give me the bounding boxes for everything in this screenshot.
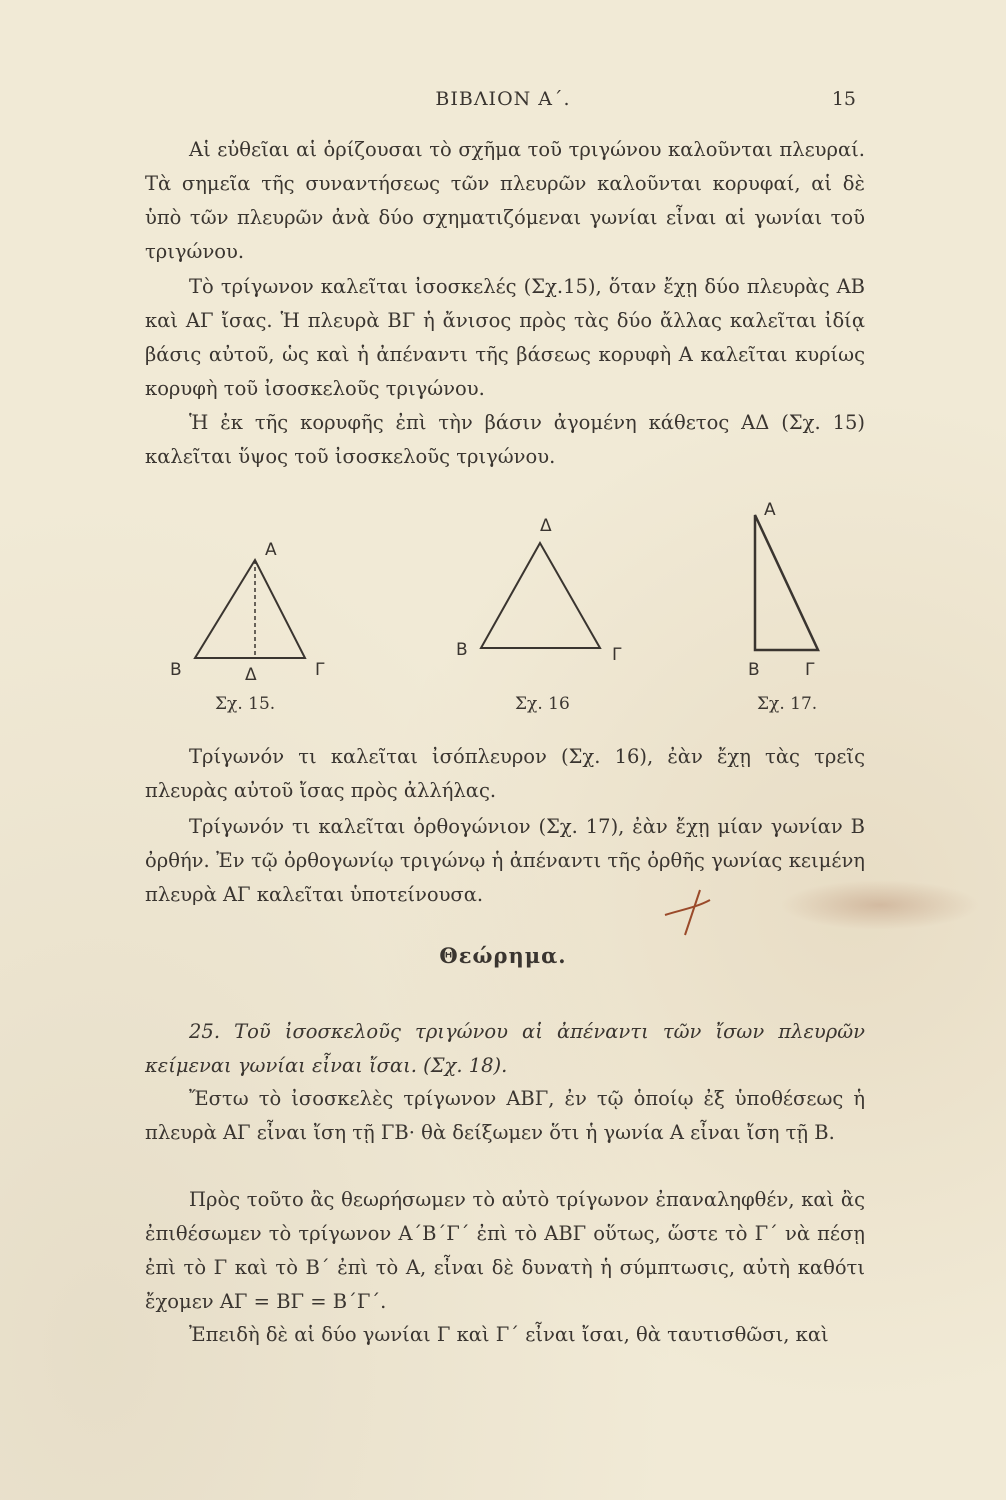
fig15-label-g: Γ: [315, 660, 325, 680]
paragraph-triangle-sides: Αἱ εὐθεῖαι αἱ ὁρίζουσαι τὸ σχῆμα τοῦ τριγώνου καλοῦνται πλευραί. Τὰ σημεῖα τῆς συναντήσεως τῶν πλευρῶν καλοῦνται κορυφαί, αἱ δὲ ὑπὸ τῶν πλευρῶν ἀνὰ δύο σχηματιζόμεναι γωνίαι εἶναι αἱ γωνίαι τοῦ τριγώνου.: [145, 138, 865, 263]
fig15-label-a: Α: [265, 540, 277, 560]
paper-stain: [780, 880, 980, 930]
fig16-label-top: Δ: [540, 516, 552, 536]
figure-15-drawing: [190, 555, 310, 665]
paragraph-equilateral: Τρίγωνόν τι καλεῖται ἰσόπλευρον (Σχ. 16), ἐὰν ἔχῃ τὰς τρεῖς πλευρὰς αὐτοῦ ἴσας πρὸς ἀλλήλας.: [145, 745, 865, 802]
fig17-label-a: Α: [764, 500, 776, 520]
figure-16-caption: Σχ. 16: [515, 694, 570, 714]
handwritten-mark: [655, 880, 725, 944]
paragraph-altitude: Ἡ ἐκ τῆς κορυφῆς ἐπὶ τὴν βάσιν ἀγομένη κάθετος ΑΔ (Σχ. 15) καλεῖται ὕψος τοῦ ἰσοσκελοῦς τριγώνου.: [145, 411, 865, 468]
fig17-label-g: Γ: [805, 660, 815, 680]
running-header: ΒΙΒΛΙΟΝ Α΄.: [435, 88, 571, 110]
figure-16-drawing: [478, 540, 608, 655]
paragraph-proof-superposition: Πρὸς τοῦτο ἂς θεωρήσωμεν τὸ αὐτὸ τρίγωνον ἐπαναληφθέν, καὶ ἂς ἐπιθέσωμεν τὸ τρίγωνον Α΄Β΄Γ΄ ἐπὶ τὸ ΑΒΓ οὕτως, ὥστε τὸ Γ΄ νὰ πέσῃ ἐπὶ τὸ Γ καὶ τὸ Β΄ ἐπὶ τὸ Α, εἶναι δὲ δυνατὴ ἡ σύμπτωσις, αὐτὴ καθότι ἔχομεν ΑΓ = ΒΓ = Β΄Γ΄.: [145, 1188, 865, 1313]
page-number: 15: [831, 88, 856, 110]
fig16-label-g: Γ: [612, 645, 622, 665]
figure-16: [478, 540, 608, 655]
paragraph-proof-continued: Ἐπειδὴ δὲ αἱ δύο γωνίαι Γ καὶ Γ΄ εἶναι ἴσαι, θὰ ταυτισθῶσι, καὶ: [189, 1323, 829, 1346]
fig15-label-d: Δ: [245, 665, 257, 685]
fig17-label-b: Β: [748, 660, 760, 680]
figure-17: [750, 510, 830, 660]
figure-15: [190, 555, 310, 665]
paragraph-right-triangle: Τρίγωνόν τι καλεῖται ὀρθογώνιον (Σχ. 17), ἐὰν ἔχῃ μίαν γωνίαν Β ὀρθήν. Ἐν τῷ ὀρθογωνίῳ τριγώνῳ ἡ ἀπέναντι τῆς ὀρθῆς γωνίας κειμένη πλευρὰ ΑΓ καλεῖται ὑποτείνουσα.: [145, 815, 865, 906]
figure-17-caption: Σχ. 17.: [757, 694, 818, 714]
paragraph-isosceles: Τὸ τρίγωνον καλεῖται ἰσοσκελές (Σχ.15), ὅταν ἔχῃ δύο πλευρὰς ΑΒ καὶ ΑΓ ἴσας. Ἡ πλευρὰ ΒΓ ἡ ἄνισος πρὸς τὰς δύο ἄλλας καλεῖται ἰδίᾳ βάσις αὐτοῦ, ὡς καὶ ἡ ἀπέναντι τῆς βάσεως κορυφὴ Α καλεῖται κυρίως κορυφὴ τοῦ ἰσοσκελοῦς τριγώνου.: [145, 275, 865, 400]
fig15-label-b: Β: [170, 660, 182, 680]
figure-17-drawing: [750, 510, 830, 660]
theorem-statement: 25. Τοῦ ἰσοσκελοῦς τριγώνου αἱ ἀπέναντι τῶν ἴσων πλευρῶν κείμεναι γωνίαι εἶναι ἴσαι. (Σχ. 18).: [145, 1020, 865, 1077]
paragraph-proof-setup: Ἔστω τὸ ἰσοσκελὲς τρίγωνον ΑΒΓ, ἐν τῷ ὁποίῳ ἐξ ὑποθέσεως ἡ πλευρὰ ΑΓ εἶναι ἴση τῇ ΓΒ· θὰ δείξωμεν ὅτι ἡ γωνία Α εἶναι ἴση τῇ Β.: [145, 1087, 865, 1144]
fig16-label-b: Β: [456, 640, 468, 660]
figure-15-caption: Σχ. 15.: [215, 694, 276, 714]
theorem-heading: Θεώρημα.: [439, 943, 567, 968]
